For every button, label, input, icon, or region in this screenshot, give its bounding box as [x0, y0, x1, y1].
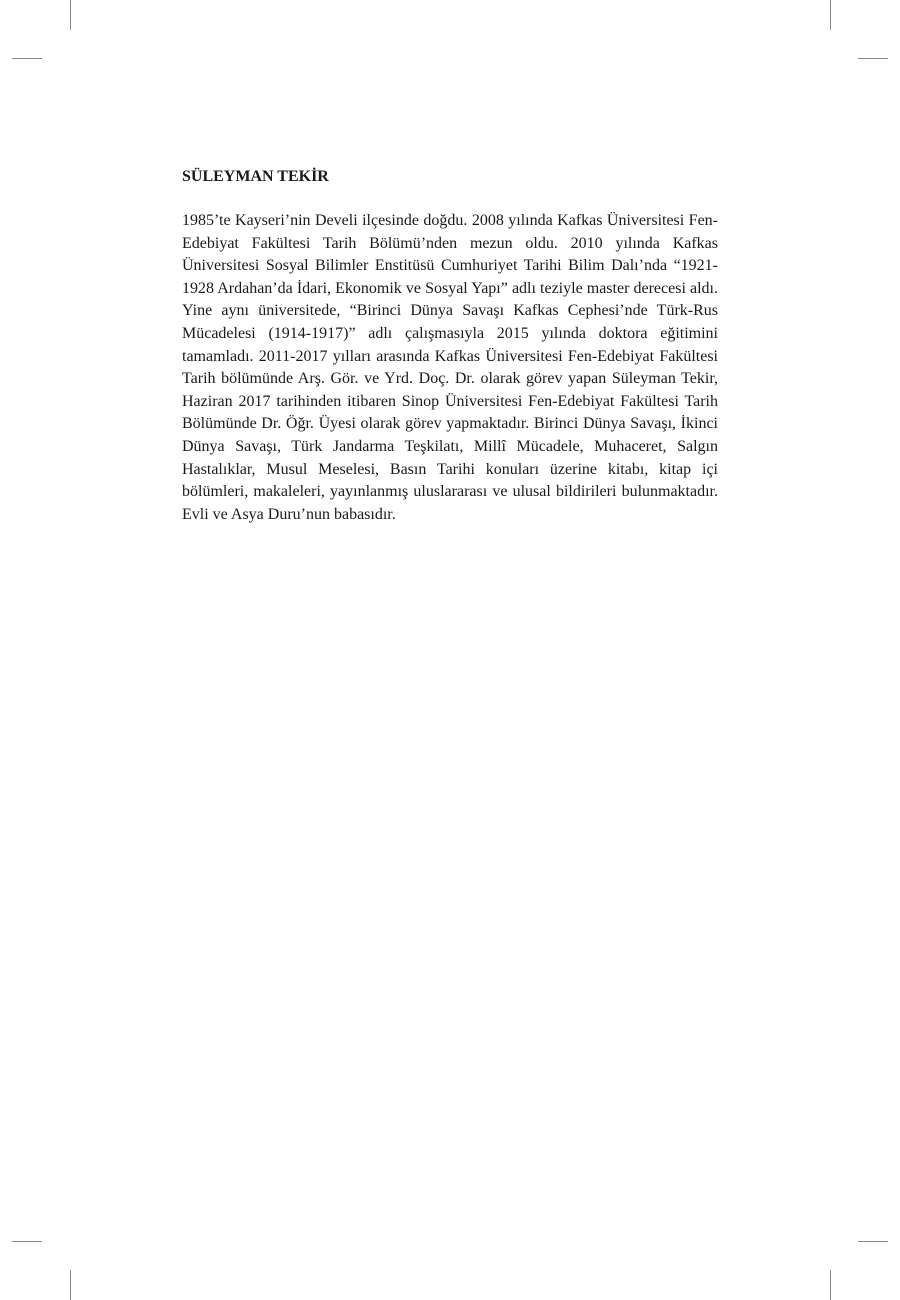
author-section [182, 168, 718, 526]
crop-mark-bottom-left-vertical [70, 1270, 71, 1300]
crop-mark-bottom-right-horizontal [858, 1241, 888, 1242]
crop-mark-top-left-horizontal [12, 58, 42, 59]
crop-mark-top-left-vertical [70, 0, 71, 30]
crop-mark-bottom-right-vertical [830, 1270, 831, 1300]
crop-mark-top-right-vertical [830, 0, 831, 30]
author-name: SÜLEYMAN TEKİR [182, 168, 329, 185]
crop-mark-top-right-horizontal [858, 58, 888, 59]
crop-mark-bottom-left-horizontal [12, 1241, 42, 1242]
author-bio: 1985’te Kayseri’nin Develi ilçesinde doğdu. 2008 yılında Kafkas Üniversitesi Fen-Edebiyat Fakültesi Tarih Bölümü’nden mezun oldu. 2010 yılında Kafkas Üniversitesi Sosyal Bilimler Enstitüsü Cumhuriyet Tarihi Bilim Dalı’nda “1921-1928 Ardahan’da İdari, Ekonomik ve Sosyal Yapı” adlı teziyle master derecesi aldı. Yine aynı üniversitede, “Birinci Dünya Savaşı Kafkas Cephesi’nde Türk-Rus Mücadelesi (1914-1917)” adlı çalışmasıyla 2015 yılında doktora eğitimini tamamladı. 2011-2017 yılları arasında Kafkas Üniversitesi Fen-Edebiyat Fakültesi Tarih bölümünde Arş. Gör. ve Yrd. Doç. Dr. olarak görev yapan Süleyman Tekir, Haziran 2017 tarihinden itibaren Sinop Üniversitesi Fen-Edebiyat Fakültesi Tarih Bölümünde Dr. Öğr. Üyesi olarak görev yapmaktadır. Birinci Dünya Savaşı, İkinci Dünya Savaşı, Türk Jandarma Teşkilatı, Millî Mücadele, Muhaceret, Salgın Hastalıklar, Musul Meselesi, Basın Tarihi konuları üzerine kitabı, kitap içi bölümleri, makaleleri, yayınlanmış uluslararası ve ulusal bildirileri bulunmaktadır. Evli ve Asya Duru’nun babasıdır. [182, 212, 718, 523]
